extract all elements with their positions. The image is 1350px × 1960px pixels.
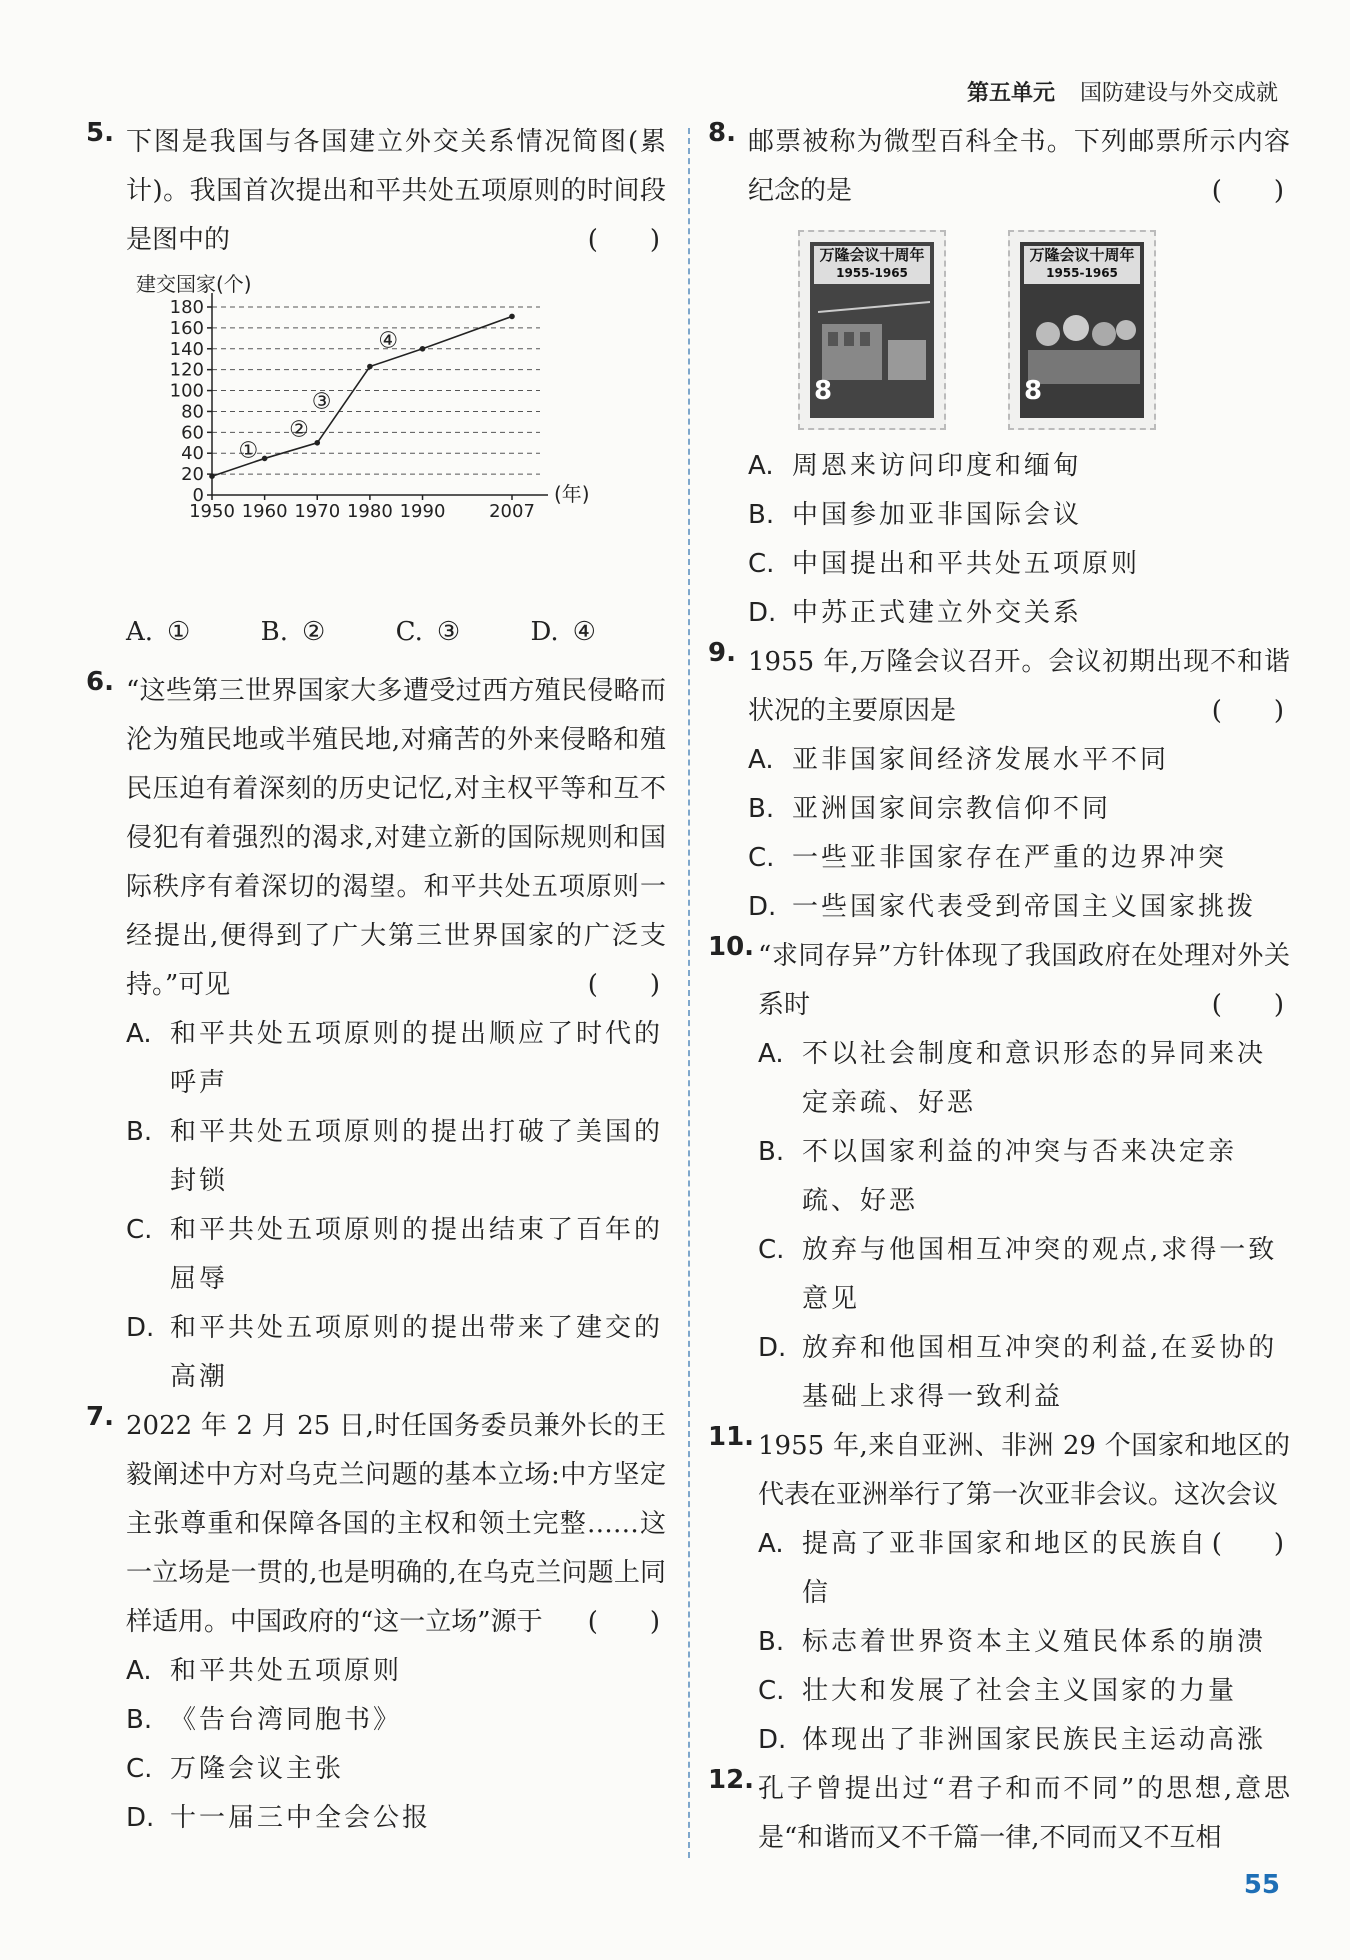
segment-label: ② [289,417,309,443]
option-a[interactable]: A. ① [126,617,191,647]
answer-bracket: ( ) [1211,696,1284,726]
data-point [509,314,515,320]
x-axis-label: (年) [554,482,590,506]
option-c[interactable]: C. 壮大和发展了社会主义国家的力量 [758,1676,1238,1706]
question-number: 5. [86,118,114,148]
question-stem: 下图是我国与各国建立外交关系情况简图(累计)。我国首次提出和平共处五项原则的时间段是图中的 ( ) [126,118,666,265]
stamps-figure [798,230,1290,442]
option-b[interactable]: B. 中国参加亚非国际会议 [748,500,1083,530]
option-c[interactable]: C. 中国提出和平共处五项原则 [748,549,1141,579]
option-b[interactable]: B. 亚洲国家间宗教信仰不同 [748,794,1112,824]
left-column [86,118,666,1843]
unit-title: 国防建设与外交成就 [1079,81,1278,106]
crowd-scene-icon [1028,294,1140,384]
answer-bracket: ( ) [587,970,660,1000]
question-number: 8. [708,118,736,148]
option-a[interactable]: A. 和平共处五项原则的提出顺应了时代的呼声 [126,1019,664,1098]
question-6 [86,667,666,1402]
y-tick-label: 140 [169,338,204,360]
option-d[interactable]: D. 中苏正式建立外交关系 [748,598,1083,628]
option-d[interactable]: D. 和平共处五项原则的提出带来了建交的高潮 [126,1313,664,1392]
y-tick-label: 80 [181,401,204,423]
question-stem: 1955 年,来自亚洲、非洲 29 个国家和地区的代表在亚洲举行了第一次亚非会议。这次会议 ( ) [758,1422,1290,1520]
option-b[interactable]: B. 标志着世界资本主义殖民体系的崩溃 [758,1627,1267,1657]
x-tick-label: 1970 [294,501,341,522]
building-scene-icon [818,294,930,384]
options-inline [126,607,596,657]
column-divider [688,128,690,1858]
answer-bracket: ( ) [1211,176,1284,206]
option-d[interactable]: D. 一些国家代表受到帝国主义国家挑拨 [748,892,1257,922]
question-11 [708,1422,1290,1765]
data-point [209,473,215,479]
question-stem: 2022 年 2 月 25 日,时任国务委员兼外长的王毅阐述中方对乌克兰问题的基本立场:中方坚定主张尊重和保障各国的主权和领土完整……这一立场是一贯的,也是明确的,在乌克兰问题上同样适用。中国政府的“这一立场”源于 ( ) [126,1402,666,1647]
x-tick-label: 1950 [189,501,235,522]
answer-bracket: ( ) [587,225,660,255]
question-5 [86,118,666,657]
option-d[interactable]: D. 放弃和他国相互冲突的利益,在妥协的基础上求得一致利益 [758,1333,1278,1412]
data-point [314,440,320,446]
question-number: 9. [708,638,736,668]
page-number: 55 [1243,1870,1280,1900]
stamp-title: 万隆会议十周年 1955-1965 [814,246,930,284]
question-10 [708,932,1290,1422]
question-7 [86,1402,666,1843]
question-number: 12. [708,1765,755,1795]
y-tick-label: 120 [169,359,204,381]
option-b[interactable]: B. ② [260,617,326,647]
y-tick-label: 20 [181,464,204,486]
y-tick-label: 160 [169,317,204,339]
y-axis-label: 建交国家(个) [136,272,252,296]
segment-label: ① [238,438,259,464]
stamp-1 [798,230,946,430]
option-c[interactable]: C. 一些亚非国家存在严重的边界冲突 [748,843,1228,873]
option-c[interactable]: C. 和平共处五项原则的提出结束了百年的屈辱 [126,1215,664,1294]
option-b[interactable]: B. 不以国家利益的冲突与否来决定亲疏、好恶 [758,1137,1238,1216]
option-b[interactable]: B. 和平共处五项原则的提出打破了美国的封锁 [126,1117,664,1196]
unit-label: 第五单元 [966,81,1055,106]
question-stem: 邮票被称为微型百科全书。下列邮票所示内容纪念的是 ( ) [748,118,1290,216]
data-point [262,456,268,462]
line-chart [126,267,646,607]
question-8 [708,118,1290,638]
option-a[interactable]: A. 亚非国家间经济发展水平不同 [748,745,1170,775]
y-tick-label: 180 [169,297,204,318]
y-tick-label: 60 [181,422,204,444]
data-point [420,346,426,352]
answer-bracket: ( ) [1211,990,1284,1020]
stamp-value: 8 [814,376,833,406]
question-number: 6. [86,667,114,697]
y-tick-label: 40 [181,443,204,465]
segment-label: ④ [378,328,399,354]
x-tick-label: 1990 [399,501,446,522]
answer-bracket: ( ) [1211,1529,1284,1559]
question-9 [708,638,1290,932]
question-stem: “求同存异”方针体现了我国政府在处理对外关系时 ( ) [758,932,1290,1030]
option-a[interactable]: A. 提高了亚非国家和地区的民族自信 [758,1529,1209,1608]
option-d[interactable]: D. ④ [530,617,596,647]
option-d[interactable]: D. 体现出了非洲国家民族民主运动高涨 [758,1725,1267,1755]
y-tick-label: 0 [192,485,204,506]
question-stem: “这些第三世界国家大多遭受过西方殖民侵略而沦为殖民地或半殖民地,对痛苦的外来侵略和殖民压迫有着深刻的历史记忆,对主权平等和互不侵犯有着强烈的渴求,对建立新的国际规则和国际秩序有着深切的渴望。和平共处五项原则一经提出,便得到了广大第三世界国家的广泛支持。”可见 ( ) [126,667,666,1010]
question-number: 7. [86,1402,114,1432]
page-header [967,76,1278,107]
stamp-title: 万隆会议十周年 1955-1965 [1024,246,1140,284]
option-b[interactable]: B. 《告台湾同胞书》 [126,1705,403,1735]
question-number: 10. [708,932,755,962]
option-a[interactable]: A. 不以社会制度和意识形态的异同来决定亲疏、好恶 [758,1039,1267,1118]
question-number: 11. [708,1422,755,1452]
data-point [367,364,373,370]
x-tick-label: 1980 [346,501,393,522]
question-12 [708,1765,1290,1863]
option-a[interactable]: A. 和平共处五项原则 [126,1656,403,1686]
option-c[interactable]: C. ③ [395,617,461,647]
x-tick-label: 2007 [489,501,535,522]
y-tick-label: 100 [169,380,204,402]
option-a[interactable]: A. 周恩来访问印度和缅甸 [748,451,1083,481]
segment-label: ③ [311,389,332,415]
right-column [708,118,1290,1863]
stamp-2 [1008,230,1156,430]
question-stem: 孔子曾提出过“君子和而不同”的思想,意思是“和谐而又不千篇一律,不同而又不互相 [758,1774,1290,1853]
option-c[interactable]: C. 放弃与他国相互冲突的观点,求得一致意见 [758,1235,1278,1314]
option-d[interactable]: D. 十一届三中全会公报 [126,1803,432,1833]
option-c[interactable]: C. 万隆会议主张 [126,1754,345,1784]
diplomatic-relations-chart [126,267,646,607]
stamp-value: 8 [1024,376,1043,406]
x-tick-label: 1960 [241,501,288,522]
question-stem: 1955 年,万隆会议召开。会议初期出现不和谐状况的主要原因是 ( ) [748,638,1290,736]
answer-bracket: ( ) [587,1607,660,1637]
